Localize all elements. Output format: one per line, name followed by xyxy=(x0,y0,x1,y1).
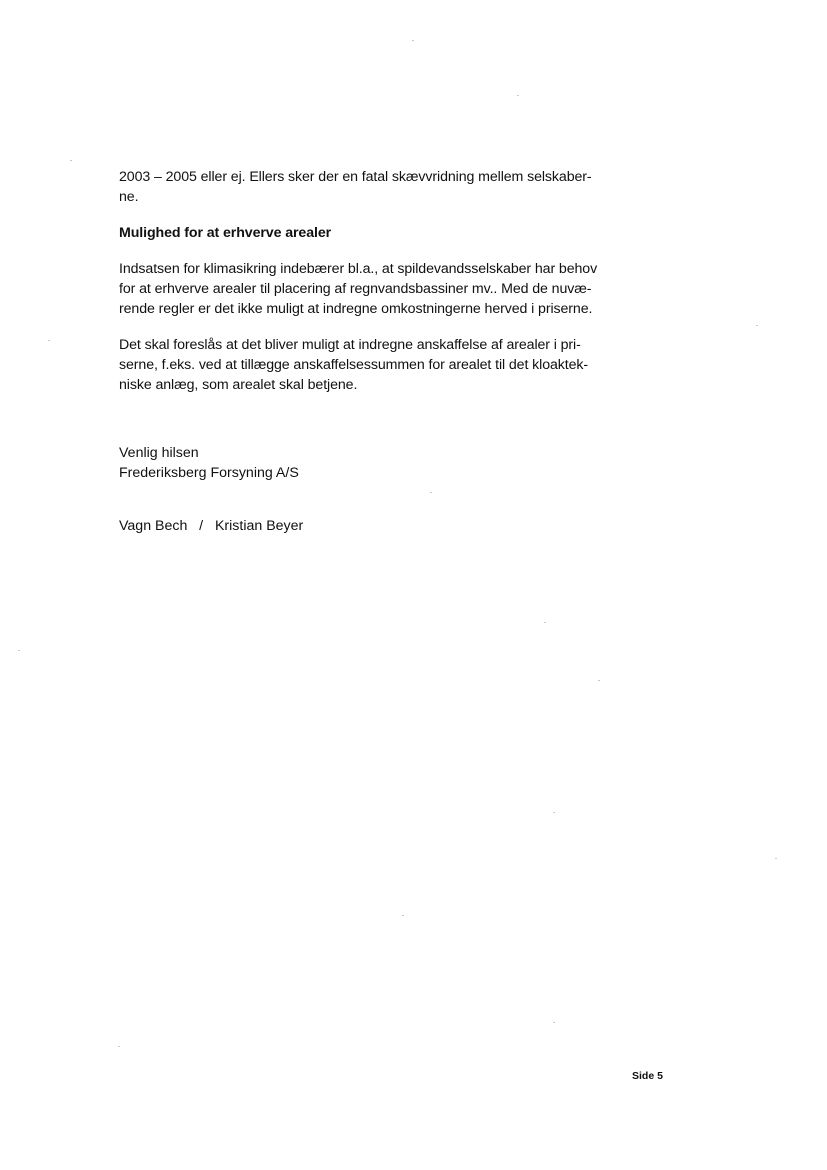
scan-speck xyxy=(118,1046,120,1047)
scan-speck xyxy=(402,915,404,916)
scan-speck xyxy=(775,858,777,859)
scan-speck xyxy=(430,492,432,493)
intro-paragraph xyxy=(119,167,619,207)
scan-speck xyxy=(48,340,50,341)
closing-greeting: Venlig hilsen xyxy=(119,445,199,461)
scan-speck xyxy=(70,160,72,161)
paragraph-2 xyxy=(119,335,619,395)
text-line: ne. xyxy=(119,189,139,205)
scan-speck xyxy=(756,325,758,326)
scan-speck xyxy=(553,1022,555,1023)
scan-speck xyxy=(598,680,600,681)
scan-speck xyxy=(553,812,555,813)
scan-speck xyxy=(18,650,20,651)
text-line: 2003 – 2005 eller ej. Ellers sker der en fatal skævvridning mellem selskaber- xyxy=(119,169,592,185)
letter-body xyxy=(119,167,619,411)
text-line: niske anlæg, som arealet skal betjene. xyxy=(119,377,358,393)
text-line: Det skal foreslås at det bliver muligt at indregne anskaffelse af arealer i pri- xyxy=(119,337,581,353)
page-number: Side 5 xyxy=(632,1070,663,1082)
text-line: serne, f.eks. ved at tillægge anskaffelsessummen for arealet til det kloaktek- xyxy=(119,357,589,373)
paragraph-1 xyxy=(119,259,619,319)
section-heading: Mulighed for at erhverve arealer xyxy=(119,225,332,241)
text-line: for at erhverve arealer til placering af regnvandsbassiner mv.. Med de nuvæ- xyxy=(119,281,592,297)
text-line: Indsatsen for klimasikring indebærer bl.a., at spildevandsselskaber har behov xyxy=(119,261,598,277)
text-line: rende regler er det ikke muligt at indregne omkostningerne herved i priserne. xyxy=(119,301,593,317)
closing-block xyxy=(119,443,299,483)
scan-speck xyxy=(412,40,414,41)
scan-speck xyxy=(544,622,546,623)
signers-line: Vagn Bech / Kristian Beyer xyxy=(119,518,304,534)
company-name: Frederiksberg Forsyning A/S xyxy=(119,465,299,481)
scan-speck xyxy=(517,95,519,96)
